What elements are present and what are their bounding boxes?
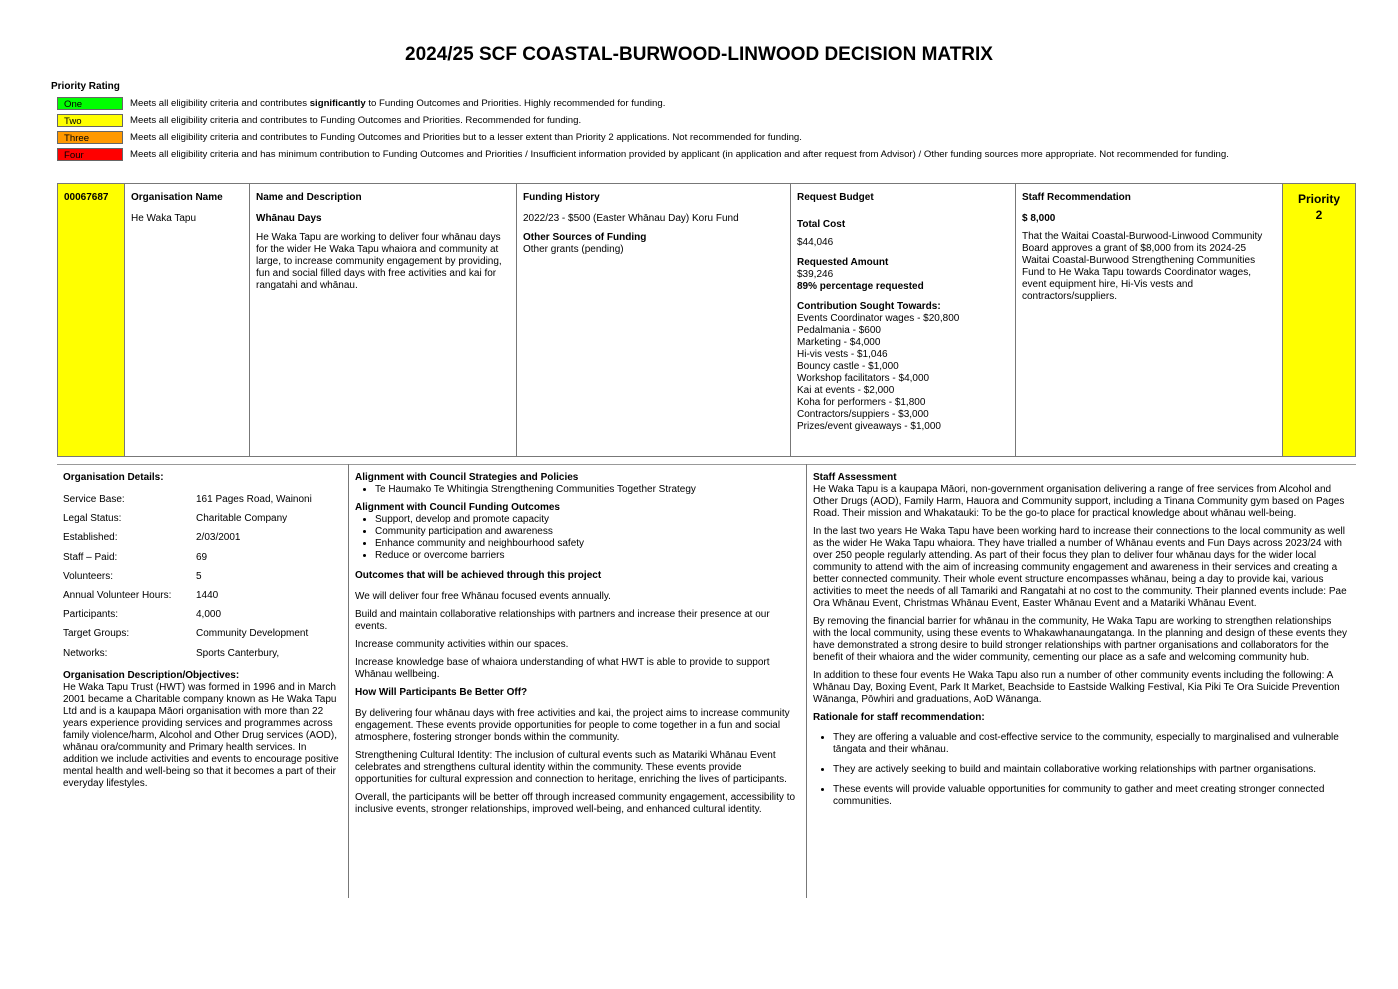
column-divider [806,464,807,898]
contribution-item: Bouncy castle - $1,000 [797,361,899,372]
contribution-item: Marketing - $4,000 [797,337,881,348]
better-off-item: By delivering four whānau days with free activities and kai, the project aims to increase community engagement. These events provide opportunities for people to come together in a fun and social atmosphere, fostering stronger bonds within the community. [355,708,790,743]
outcome-item: • Community participation and awareness [375,526,800,538]
project-cell [250,184,517,456]
priority-cell [1283,184,1355,456]
detail-row: Staff – Paid: 69 [63,551,208,563]
achieved-item: Build and maintain collaborative relationships with partners and increase their presence at our events. [355,609,770,632]
budget-cell [791,184,1016,456]
better-off-header: How Will Participants Be Better Off? [355,687,528,698]
other-sources-header: Other Sources of Funding [523,232,647,243]
achieved-item: Increase knowledge base of whaiora understanding of what HWT is able to provide to support Whānau wellbeing. [355,657,770,680]
rationale-header: Rationale for staff recommendation: [813,712,985,723]
staff-assessment [813,472,1348,816]
swatch-three: Three [57,131,123,144]
project-name: Whānau Days [256,213,322,224]
strategy-item: • Te Haumako Te Whitingia Strengthening Communities Together Strategy [375,484,800,496]
section-divider [57,464,1356,465]
outcomes-header: Alignment with Council Funding Outcomes [355,502,560,513]
priority-value: 2 [1315,208,1323,222]
legend-text-three: Meets all eligibility criteria and contributes to Funding Outcomes and Priorities but to a lesser extent than Priority 2 applications. Not recommended for funding. [130,132,802,143]
better-off-item: Strengthening Cultural Identity: The inclusion of cultural events such as Matariki Whānau Event celebrates and strengthens cultural identity within the community. These events provide opportunities for cultural expression and connection to heritage, enriching the lives of participants. [355,750,787,785]
funding-cell [517,184,791,456]
outcome-item: • Reduce or overcome barriers [375,550,800,562]
detail-row: Annual Volunteer Hours: 1440 [63,589,219,601]
detail-row: Networks: Sports Canterbury, [63,647,280,659]
column-divider [348,464,349,898]
contribution-item: Koha for performers - $1,800 [797,397,926,408]
total-cost: $44,046 [797,237,834,248]
project-header: Name and Description [256,192,362,203]
legend-row-four [57,148,1347,161]
staff-recommendation-cell [1016,184,1283,456]
swatch-two: Two [57,114,123,127]
contribution-item: Contractors/suppiers - $3,000 [797,409,929,420]
requested-label: Requested Amount [797,257,889,268]
assessment-paragraph: In addition to these four events He Waka Tapu also run a number of other community events including the following: A Whānau Day, Boxing Event, Park It Market, Beachside to Eastside Walking Festival, Kia Piki Te Ora Suicide Prevention Wānanga, Pōwhiri and graduations, AoD Wānanga. [813,670,1340,705]
legend-text-two: Meets all eligibility criteria and contributes to Funding Outcomes and Priorities. Recommended for funding. [130,115,582,126]
assessment-header: Staff Assessment [813,472,897,483]
staff-rec-amount: $ 8,000 [1022,213,1056,224]
assessment-paragraph: He Waka Tapu is a kaupapa Māori, non-government organisation delivering a range of free services from Alcohol and Other Drugs (AOD), Family Harm, Hauora and Community support, including a Tinana Community gym based on Pages Road. Their mission and Whakatauki: To be the go-to place for practical knowledge about whānau well-being. [813,484,1345,519]
rationale-list [813,732,1348,808]
contribution-item: Pedalmania - $600 [797,325,881,336]
priority-legend [57,97,1347,165]
outcome-item: • Enhance community and neighbourhood safety [375,538,800,550]
assessment-paragraph: By removing the financial barrier for whānau in the community, He Waka Tapu are working to strengthen relationships with the local community, using these events to Whakawhanaungatanga. In the planning and design of these events they have demonstrated a strong desire to build stronger relationships with partner organisations and collaborators for the benefit of their whaiora and the wider community, cementing our place as a safe and welcoming community hub. [813,616,1348,663]
detail-row: Participants: 4,000 [63,609,222,621]
contribution-header: Contribution Sought Towards: [797,301,941,312]
swatch-one: One [57,97,123,110]
assessment-paragraph: In the last two years He Waka Tapu have been working hard to increase their connections to the local community as well as the wider He Waka Tapu whaiora. They have trialled a number of Whānau events and Fun Days across 2023/24 with over 250 people regularly attending. As part of their focus they plan to deliver four whānau days for the wider local community to attend with the aim of increasing community engagement and awareness in their services and creating a better connected community. Their whole event structure encompasses whānau, being a day to provide kai, various activities to meet the needs of all Tamariki and Rangatahi at no cost to the community. Their planned events include: Pae Ora Whānau Event, Christmas Whānau Event, Easter Whānau Event and a Matariki Whānau Event. [813,526,1347,609]
priority-label: Priority [1297,192,1340,206]
legend-row-one [57,97,1347,110]
better-off-item: Overall, the participants will be better off through increased community engagement, accessibility to inclusive events, stronger relationships, improved well-being, and enhanced cultural identity. [355,792,796,815]
contribution-item: Hi-vis vests - $1,046 [797,349,888,360]
rationale-item: • These events will provide valuable opportunities for community to gather and meet creating stronger connected communities. [833,784,1348,808]
budget-header: Request Budget [797,192,874,203]
achieved-header: Outcomes that will be achieved through this project [355,570,602,581]
detail-row: Target Groups: Community Development [63,628,309,640]
strategies-header: Alignment with Council Strategies and Policies [355,472,579,483]
contribution-item: Workshop facilitators - $4,000 [797,373,930,384]
page-title: 2024/25 SCF COASTAL-BURWOOD-LINWOOD DECISION MATRIX [405,44,993,65]
org-name-cell [125,184,250,456]
org-name: He Waka Tapu [131,213,197,224]
outcomes-list [355,514,800,562]
staff-rec-header: Staff Recommendation [1022,192,1131,203]
detail-row: Legal Status: Charitable Company [63,513,288,525]
legend-row-two [57,114,1347,127]
detail-row: Established: 2/03/2001 [63,532,241,544]
swatch-four: Four [57,148,123,161]
org-details-header: Organisation Details: [63,472,164,483]
funding-history-header: Funding History [523,192,600,203]
org-description: He Waka Tapu Trust (HWT) was formed in 1996 and in March 2001 became a Charitable company known as He Waka Tapu Ltd and is a kaupapa Māori organisation with more than 22 years experience providing services and programmes across family violence/harm, Alcohol and Other Drug services (AOD), whānau ora/community and Primary health services. In addition we include activities and events to encourage positive mental health and well-being so that it becomes a part of their everyday lifestyles. [63,681,339,789]
total-cost-label: Total Cost [797,219,846,230]
contribution-item: Prizes/event giveaways - $1,000 [797,421,941,432]
contribution-list [797,313,1009,433]
priority-rating-heading: Priority Rating [51,81,120,92]
legend-text-one: Meets all eligibility criteria and contributes significantly to Funding Outcomes and Priorities. Highly recommended for funding. [130,98,666,109]
legend-text-four: Meets all eligibility criteria and has minimum contribution to Funding Outcomes and Priorities / Insufficient information provided by applicant (in application and after request from Advisor) / Other funding sources more appropriate. Not recommended for funding. [130,149,1229,160]
application-summary-table [57,183,1356,457]
staff-rec-text: That the Waitai Coastal-Burwood-Linwood Community Board approves a grant of $8,000 from its 2024-25 Waitai Coastal-Burwood Strengthening Communities Fund to He Waka Tapu towards Coordinator wages, event equipment hire, Hi-Vis vests and contractors/suppliers. [1022,231,1263,302]
requested-amount: $39,246 [797,269,834,280]
achieved-item: We will deliver four free Whānau focused events annually. [355,591,611,602]
percentage-requested: 89% percentage requested [797,281,924,292]
outcome-item: • Support, develop and promote capacity [375,514,800,526]
org-name-header: Organisation Name [131,192,223,203]
project-description: He Waka Tapu are working to deliver four whānau days for the wider He Waka Tapu whaiora and community at large, to increase community engagement by providing, fun and social filled days with free activities and kai for rangatahi and whānau. [256,232,502,291]
contribution-item: Events Coordinator wages - $20,800 [797,313,960,324]
legend-row-three [57,131,1347,144]
organisation-details [63,472,339,790]
strategies-list [355,484,800,496]
org-desc-header: Organisation Description/Objectives: [63,669,240,681]
detail-row: Service Base: 161 Pages Road, Wainoni [63,494,312,505]
other-sources: Other grants (pending) [523,244,624,255]
rationale-item: • They are offering a valuable and cost-effective service to the community, especially to marginalised and vulnerable tāngata and their whānau. [833,732,1348,756]
application-id: 00067687 [58,184,125,456]
alignment-section [355,472,800,822]
achieved-item: Increase community activities within our spaces. [355,639,569,650]
funding-history: 2022/23 - $500 (Easter Whānau Day) Koru Fund [523,213,739,224]
rationale-item: • They are actively seeking to build and maintain collaborative working relationships with partner organisations. [833,764,1348,776]
detail-row: Volunteers: 5 [63,570,202,582]
contribution-item: Kai at events - $2,000 [797,385,895,396]
